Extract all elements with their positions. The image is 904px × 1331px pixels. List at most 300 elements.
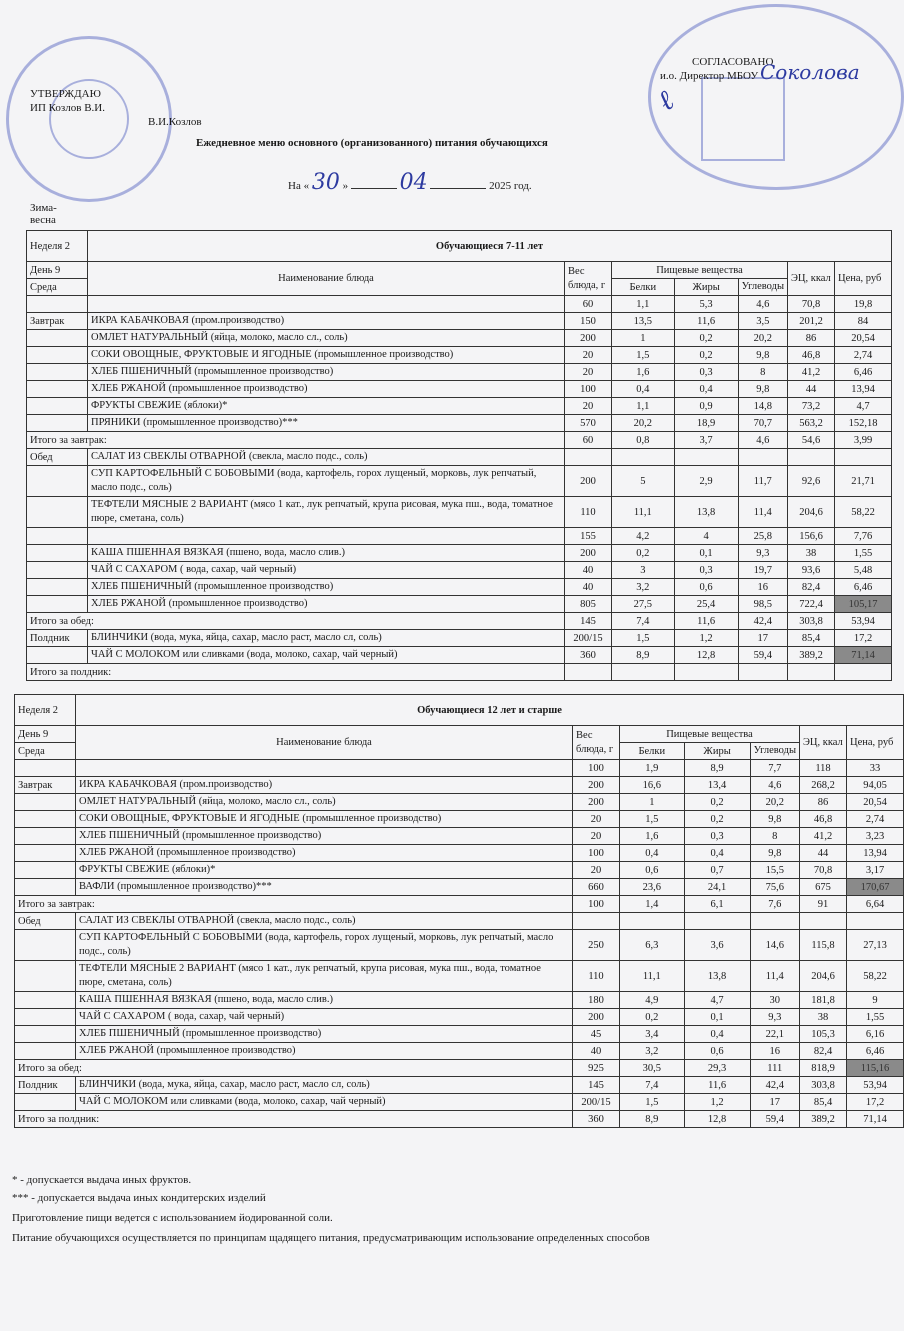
- meal-label: [15, 845, 76, 862]
- carbs-cell: 16: [750, 1043, 799, 1060]
- price-cell: 170,67: [847, 879, 904, 896]
- table-row: [15, 811, 904, 828]
- dish-name: ЧАЙ С САХАРОМ ( вода, сахар, чай черный): [76, 1009, 573, 1026]
- table-row: [27, 647, 892, 664]
- protein-cell: 20,2: [612, 415, 675, 432]
- fat-cell: [674, 449, 738, 466]
- energy-cell: 41,2: [800, 828, 847, 845]
- fat-cell: 13,8: [684, 961, 750, 992]
- carbs-cell: 17: [750, 1094, 799, 1111]
- carbs-cell: 59,4: [750, 1111, 799, 1128]
- carbs-cell: 11,4: [750, 961, 799, 992]
- price-cell: 3,17: [847, 862, 904, 879]
- fat-cell: 25,4: [674, 596, 738, 613]
- table-row: [27, 579, 892, 596]
- day-label: День 9: [15, 726, 76, 743]
- protein-cell: 0,4: [620, 845, 685, 862]
- carbs-cell: 111: [750, 1060, 799, 1077]
- fat-cell: 0,7: [684, 862, 750, 879]
- weight-cell: 200: [565, 330, 612, 347]
- price-cell: [847, 913, 904, 930]
- weight-cell: 100: [573, 845, 620, 862]
- fat-cell: 0,2: [674, 347, 738, 364]
- table-row: [15, 1009, 904, 1026]
- dish-name: БЛИНЧИКИ (вода, мука, яйца, сахар, масло раст, масло сл, соль): [76, 1077, 573, 1094]
- date-day: 30: [311, 170, 340, 195]
- carbs-cell: 17: [738, 630, 787, 647]
- weight-cell: 200/15: [573, 1094, 620, 1111]
- fat-cell: 3,6: [684, 930, 750, 961]
- price-cell: 53,94: [847, 1077, 904, 1094]
- carbs-cell: 59,4: [738, 647, 787, 664]
- meal-label: [27, 415, 88, 432]
- weight-cell: 200/15: [565, 630, 612, 647]
- dish-name: ФРУКТЫ СВЕЖИЕ (яблоки)*: [76, 862, 573, 879]
- dish-name: СОКИ ОВОЩНЫЕ, ФРУКТОВЫЕ И ЯГОДНЫЕ (промышленное производство): [76, 811, 573, 828]
- protein-cell: 1,6: [612, 364, 675, 381]
- meal-label: Завтрак: [27, 313, 88, 330]
- meal-label: [27, 330, 88, 347]
- energy-cell: 70,8: [788, 296, 835, 313]
- carbs-cell: 8: [750, 828, 799, 845]
- table-row: [15, 1094, 904, 1111]
- protein-cell: 11,1: [612, 497, 675, 528]
- price-cell: 2,74: [847, 811, 904, 828]
- table-row: [15, 760, 904, 777]
- price-cell: 27,13: [847, 930, 904, 961]
- table-row: [27, 296, 892, 313]
- dish-header: Наименование блюда: [76, 726, 573, 760]
- fat-cell: 0,4: [674, 381, 738, 398]
- protein-cell: 1,5: [620, 811, 685, 828]
- carbs-cell: 14,6: [750, 930, 799, 961]
- dish-name: ТЕФТЕЛИ МЯСНЫЕ 2 ВАРИАНТ (мясо 1 кат., лук репчатый, крупа рисовая, мука пш., вода, томатное пюре, сметана, соль): [76, 961, 573, 992]
- dish-name: САЛАТ ИЗ СВЕКЛЫ ОТВАРНОЙ (свекла, масло подс., соль): [88, 449, 565, 466]
- carbs-cell: 7,6: [750, 896, 799, 913]
- protein-cell: [612, 449, 675, 466]
- energy-cell: 38: [788, 545, 835, 562]
- protein-cell: 5: [612, 466, 675, 497]
- energy-cell: 204,6: [800, 961, 847, 992]
- day-label: День 9: [27, 262, 88, 279]
- carbs-cell: [738, 664, 787, 681]
- protein-cell: 1,9: [620, 760, 685, 777]
- energy-cell: 70,8: [800, 862, 847, 879]
- energy-cell: 38: [800, 1009, 847, 1026]
- fat-cell: 4: [674, 528, 738, 545]
- price-cell: 5,48: [835, 562, 892, 579]
- fat-cell: 24,1: [684, 879, 750, 896]
- energy-cell: 389,2: [788, 647, 835, 664]
- table-row: [27, 630, 892, 647]
- weight-header: Вес блюда, г: [565, 262, 612, 296]
- price-cell: 33: [847, 760, 904, 777]
- dish-name: ХЛЕБ ПШЕНИЧНЫЙ (промышленное производство): [88, 364, 565, 381]
- carbs-cell: 14,8: [738, 398, 787, 415]
- dish-name: ХЛЕБ РЖАНОЙ (промышленное производство): [88, 596, 565, 613]
- meal-label: [27, 364, 88, 381]
- price-cell: 4,7: [835, 398, 892, 415]
- dish-header: Наименование блюда: [88, 262, 565, 296]
- protein-cell: 8,9: [612, 647, 675, 664]
- weight-cell: 180: [573, 992, 620, 1009]
- protein-cell: 0,4: [612, 381, 675, 398]
- price-cell: 19,8: [835, 296, 892, 313]
- protein-cell: 0,8: [612, 432, 675, 449]
- price-cell: 13,94: [847, 845, 904, 862]
- dish-name: КАША ПШЕННАЯ ВЯЗКАЯ (пшено, вода, масло слив.): [88, 545, 565, 562]
- protein-cell: 3,4: [620, 1026, 685, 1043]
- weight-cell: 110: [565, 497, 612, 528]
- dish-name: ХЛЕБ ПШЕНИЧНЫЙ (промышленное производство): [76, 828, 573, 845]
- fat-cell: 0,6: [684, 1043, 750, 1060]
- weight-cell: 360: [565, 647, 612, 664]
- price-cell: 20,54: [835, 330, 892, 347]
- protein-cell: 3,2: [620, 1043, 685, 1060]
- energy-cell: 93,6: [788, 562, 835, 579]
- fat-cell: 0,2: [674, 330, 738, 347]
- dish-name: [88, 296, 565, 313]
- dish-name: ФРУКТЫ СВЕЖИЕ (яблоки)*: [88, 398, 565, 415]
- date-sep: »: [342, 180, 349, 192]
- energy-cell: 92,6: [788, 466, 835, 497]
- carbs-cell: 7,7: [750, 760, 799, 777]
- price-cell: 71,14: [847, 1111, 904, 1128]
- energy-cell: 46,8: [800, 811, 847, 828]
- energy-cell: 303,8: [788, 613, 835, 630]
- protein-cell: [620, 913, 685, 930]
- weight-cell: 40: [565, 579, 612, 596]
- weight-cell: 200: [573, 794, 620, 811]
- energy-cell: 722,4: [788, 596, 835, 613]
- dish-name: СУП КАРТОФЕЛЬНЫЙ С БОБОВЫМИ (вода, картофель, горох лущеный, морковь, лук репчатый, масло подс., соль): [88, 466, 565, 497]
- week-label: Неделя 2: [15, 695, 76, 726]
- footnote-iodized-salt: Приготовление пищи ведется с использованием йодированной соли.: [12, 1212, 333, 1224]
- dish-name: ОМЛЕТ НАТУРАЛЬНЫЙ (яйца, молоко, масло сл., соль): [76, 794, 573, 811]
- energy-cell: 105,3: [800, 1026, 847, 1043]
- price-cell: 58,22: [835, 497, 892, 528]
- energy-cell: 73,2: [788, 398, 835, 415]
- energy-cell: 82,4: [788, 579, 835, 596]
- meal-label: Полдник: [27, 630, 88, 647]
- protein-cell: 7,4: [620, 1077, 685, 1094]
- energy-cell: 115,8: [800, 930, 847, 961]
- meal-label: Полдник: [15, 1077, 76, 1094]
- total-label: Итого за полдник:: [15, 1111, 573, 1128]
- table-row: [27, 347, 892, 364]
- meal-label: Обед: [15, 913, 76, 930]
- table-row: [27, 449, 892, 466]
- table-row: [15, 992, 904, 1009]
- total-row: [27, 432, 892, 449]
- meal-label: [15, 879, 76, 896]
- fat-cell: 13,8: [674, 497, 738, 528]
- energy-cell: 204,6: [788, 497, 835, 528]
- dish-name: ЧАЙ С МОЛОКОМ или сливками (вода, молоко, сахар, чай черный): [76, 1094, 573, 1111]
- meal-label: [15, 1026, 76, 1043]
- table-row: [27, 562, 892, 579]
- price-cell: 17,2: [847, 1094, 904, 1111]
- carbs-cell: 20,2: [750, 794, 799, 811]
- total-row: [27, 613, 892, 630]
- approve-label: УТВЕРЖДАЮ: [30, 88, 101, 100]
- nutrients-header: Пищевые вещества: [612, 262, 788, 279]
- table-row: [27, 330, 892, 347]
- protein-header: Белки: [620, 743, 685, 760]
- table-row: [27, 466, 892, 497]
- price-cell: 17,2: [835, 630, 892, 647]
- price-cell: 7,76: [835, 528, 892, 545]
- fat-cell: 0,1: [674, 545, 738, 562]
- protein-cell: 4,9: [620, 992, 685, 1009]
- price-cell: 3,23: [847, 828, 904, 845]
- carbs-cell: 4,6: [750, 777, 799, 794]
- energy-cell: 46,8: [788, 347, 835, 364]
- protein-cell: 1,1: [612, 296, 675, 313]
- energy-cell: 82,4: [800, 1043, 847, 1060]
- footnote-gentle-nutrition: Питание обучающихся осуществляется по принципам щадящего питания, предусматривающим использование определенных способов: [12, 1232, 650, 1244]
- dish-name: САЛАТ ИЗ СВЕКЛЫ ОТВАРНОЙ (свекла, масло подс., соль): [76, 913, 573, 930]
- fat-cell: 11,6: [674, 313, 738, 330]
- date-month: 04: [399, 170, 428, 195]
- table-row: [15, 794, 904, 811]
- carbs-cell: 9,8: [750, 845, 799, 862]
- energy-cell: 86: [800, 794, 847, 811]
- price-cell: 105,17: [835, 596, 892, 613]
- price-cell: 13,94: [835, 381, 892, 398]
- dish-name: ПРЯНИКИ (промышленное производство)***: [88, 415, 565, 432]
- table-row: [15, 913, 904, 930]
- energy-cell: 86: [788, 330, 835, 347]
- carbs-cell: 98,5: [738, 596, 787, 613]
- table-row: [27, 596, 892, 613]
- approve-org: ИП Козлов В.И.: [30, 102, 105, 114]
- protein-cell: 3: [612, 562, 675, 579]
- page-title: Ежедневное меню основного (организованного) питания обучающихся: [196, 137, 548, 149]
- table-row: [15, 828, 904, 845]
- price-cell: 1,55: [847, 1009, 904, 1026]
- meal-label: [27, 528, 88, 545]
- dish-name: [88, 528, 565, 545]
- carbs-cell: 8: [738, 364, 787, 381]
- carbs-cell: 9,8: [750, 811, 799, 828]
- dish-name: ВАФЛИ (промышленное производство)***: [76, 879, 573, 896]
- protein-cell: 1: [620, 794, 685, 811]
- weight-cell: [565, 449, 612, 466]
- weight-cell: 110: [573, 961, 620, 992]
- total-label: Итого за обед:: [27, 613, 565, 630]
- price-cell: 9: [847, 992, 904, 1009]
- group-title: Обучающиеся 7-11 лет: [88, 231, 892, 262]
- price-cell: 94,05: [847, 777, 904, 794]
- weight-cell: 100: [573, 896, 620, 913]
- carbs-cell: 9,3: [738, 545, 787, 562]
- fat-cell: 5,3: [674, 296, 738, 313]
- dish-name: СОКИ ОВОЩНЫЕ, ФРУКТОВЫЕ И ЯГОДНЫЕ (промышленное производство): [88, 347, 565, 364]
- meal-label: [15, 1094, 76, 1111]
- week-label: Неделя 2: [27, 231, 88, 262]
- meal-label: [15, 862, 76, 879]
- protein-cell: 27,5: [612, 596, 675, 613]
- carbs-cell: 22,1: [750, 1026, 799, 1043]
- protein-cell: 3,2: [612, 579, 675, 596]
- fat-cell: 11,6: [674, 613, 738, 630]
- protein-cell: [612, 664, 675, 681]
- carbs-cell: 4,6: [738, 432, 787, 449]
- protein-cell: 8,9: [620, 1111, 685, 1128]
- carbs-cell: 42,4: [750, 1077, 799, 1094]
- price-cell: [835, 664, 892, 681]
- table-row: [27, 545, 892, 562]
- price-cell: 6,16: [847, 1026, 904, 1043]
- menu-table-12-plus: [14, 694, 904, 1128]
- weight-cell: 145: [565, 613, 612, 630]
- energy-cell: 563,2: [788, 415, 835, 432]
- fat-cell: 1,2: [684, 1094, 750, 1111]
- group-title: Обучающиеся 12 лет и старше: [76, 695, 904, 726]
- meal-label: [27, 398, 88, 415]
- carbs-cell: 70,7: [738, 415, 787, 432]
- dish-name: ХЛЕБ ПШЕНИЧНЫЙ (промышленное производство): [76, 1026, 573, 1043]
- menu-table-7-11: [26, 230, 892, 681]
- weight-cell: 40: [565, 562, 612, 579]
- total-row: [15, 1060, 904, 1077]
- price-cell: [835, 449, 892, 466]
- energy-cell: 181,8: [800, 992, 847, 1009]
- table-row: [27, 398, 892, 415]
- protein-cell: 1,5: [620, 1094, 685, 1111]
- meal-label: [27, 647, 88, 664]
- table-row: [27, 313, 892, 330]
- protein-cell: 30,5: [620, 1060, 685, 1077]
- meal-label: Обед: [27, 449, 88, 466]
- protein-cell: 6,3: [620, 930, 685, 961]
- weight-cell: 155: [565, 528, 612, 545]
- right-seal: [648, 4, 904, 190]
- meal-label: [27, 466, 88, 497]
- protein-cell: 0,2: [620, 1009, 685, 1026]
- price-cell: 3,99: [835, 432, 892, 449]
- dish-name: СУП КАРТОФЕЛЬНЫЙ С БОБОВЫМИ (вода, картофель, горох лущеный, морковь, лук репчатый, масло подс., соль): [76, 930, 573, 961]
- weight-cell: 200: [565, 545, 612, 562]
- fat-cell: 0,4: [684, 845, 750, 862]
- meal-label: [15, 930, 76, 961]
- weight-cell: 570: [565, 415, 612, 432]
- energy-header: ЭЦ, ккал: [788, 262, 835, 296]
- weekday-label: Среда: [27, 279, 88, 296]
- meal-label: [27, 296, 88, 313]
- fat-cell: [684, 913, 750, 930]
- weight-cell: 20: [565, 347, 612, 364]
- meal-label: [15, 760, 76, 777]
- weight-cell: 360: [573, 1111, 620, 1128]
- dish-name: [76, 760, 573, 777]
- dish-name: ХЛЕБ РЖАНОЙ (промышленное производство): [88, 381, 565, 398]
- total-label: Итого за завтрак:: [15, 896, 573, 913]
- carbs-cell: 16: [738, 579, 787, 596]
- price-cell: 58,22: [847, 961, 904, 992]
- table-row: [15, 930, 904, 961]
- energy-cell: 44: [788, 381, 835, 398]
- weight-cell: 20: [573, 828, 620, 845]
- table-row: [15, 1043, 904, 1060]
- signature-right: Соколова: [760, 60, 860, 84]
- protein-cell: 1,5: [612, 347, 675, 364]
- carbs-cell: 30: [750, 992, 799, 1009]
- price-cell: 21,71: [835, 466, 892, 497]
- meal-label: [27, 347, 88, 364]
- protein-cell: 16,6: [620, 777, 685, 794]
- fat-cell: 6,1: [684, 896, 750, 913]
- fat-cell: 12,8: [674, 647, 738, 664]
- dish-name: ТЕФТЕЛИ МЯСНЫЕ 2 ВАРИАНТ (мясо 1 кат., лук репчатый, крупа рисовая, мука пш., вода, томатное пюре, сметана, соль): [88, 497, 565, 528]
- weight-cell: 250: [573, 930, 620, 961]
- meal-label: [15, 811, 76, 828]
- weight-cell: 200: [565, 466, 612, 497]
- carbs-cell: 15,5: [750, 862, 799, 879]
- weight-cell: 100: [565, 381, 612, 398]
- carbs-cell: 9,8: [738, 347, 787, 364]
- meal-label: [15, 828, 76, 845]
- signature-scribble: ℓ: [651, 83, 680, 118]
- weight-cell: 100: [573, 760, 620, 777]
- carbs-cell: 19,7: [738, 562, 787, 579]
- energy-cell: 675: [800, 879, 847, 896]
- footnote-confectionery: *** - допускается выдача иных кондитерских изделий: [12, 1192, 266, 1204]
- weight-header: Вес блюда, г: [573, 726, 620, 760]
- dish-name: ОМЛЕТ НАТУРАЛЬНЫЙ (яйца, молоко, масло сл., соль): [88, 330, 565, 347]
- carbs-cell: [750, 913, 799, 930]
- fat-cell: 0,9: [674, 398, 738, 415]
- weight-cell: [565, 664, 612, 681]
- price-cell: 20,54: [847, 794, 904, 811]
- fat-header: Жиры: [674, 279, 738, 296]
- dish-name: ИКРА КАБАЧКОВАЯ (пром.производство): [76, 777, 573, 794]
- table-row: [27, 415, 892, 432]
- weight-cell: [573, 913, 620, 930]
- weight-cell: 60: [565, 296, 612, 313]
- fat-cell: 11,6: [684, 1077, 750, 1094]
- dish-name: ХЛЕБ ПШЕНИЧНЫЙ (промышленное производство): [88, 579, 565, 596]
- weight-cell: 60: [565, 432, 612, 449]
- date-year: 2025 год.: [489, 180, 532, 192]
- dish-name: ЧАЙ С САХАРОМ ( вода, сахар, чай черный): [88, 562, 565, 579]
- meal-label: Завтрак: [15, 777, 76, 794]
- fat-cell: 0,4: [684, 1026, 750, 1043]
- fat-cell: 3,7: [674, 432, 738, 449]
- meal-label: [15, 794, 76, 811]
- table-row: [15, 777, 904, 794]
- energy-cell: 85,4: [800, 1094, 847, 1111]
- weight-cell: 805: [565, 596, 612, 613]
- price-header: Цена, руб: [847, 726, 904, 760]
- carbs-cell: 20,2: [738, 330, 787, 347]
- dish-name: ХЛЕБ РЖАНОЙ (промышленное производство): [76, 845, 573, 862]
- fat-cell: 4,7: [684, 992, 750, 1009]
- table-row: [27, 497, 892, 528]
- energy-cell: 156,6: [788, 528, 835, 545]
- fat-cell: 0,6: [674, 579, 738, 596]
- total-label: Итого за обед:: [15, 1060, 573, 1077]
- energy-cell: 44: [800, 845, 847, 862]
- carbs-cell: 4,6: [738, 296, 787, 313]
- protein-header: Белки: [612, 279, 675, 296]
- table-row: [15, 845, 904, 862]
- energy-cell: 41,2: [788, 364, 835, 381]
- price-cell: 6,46: [835, 579, 892, 596]
- price-cell: 84: [835, 313, 892, 330]
- carbs-cell: 3,5: [738, 313, 787, 330]
